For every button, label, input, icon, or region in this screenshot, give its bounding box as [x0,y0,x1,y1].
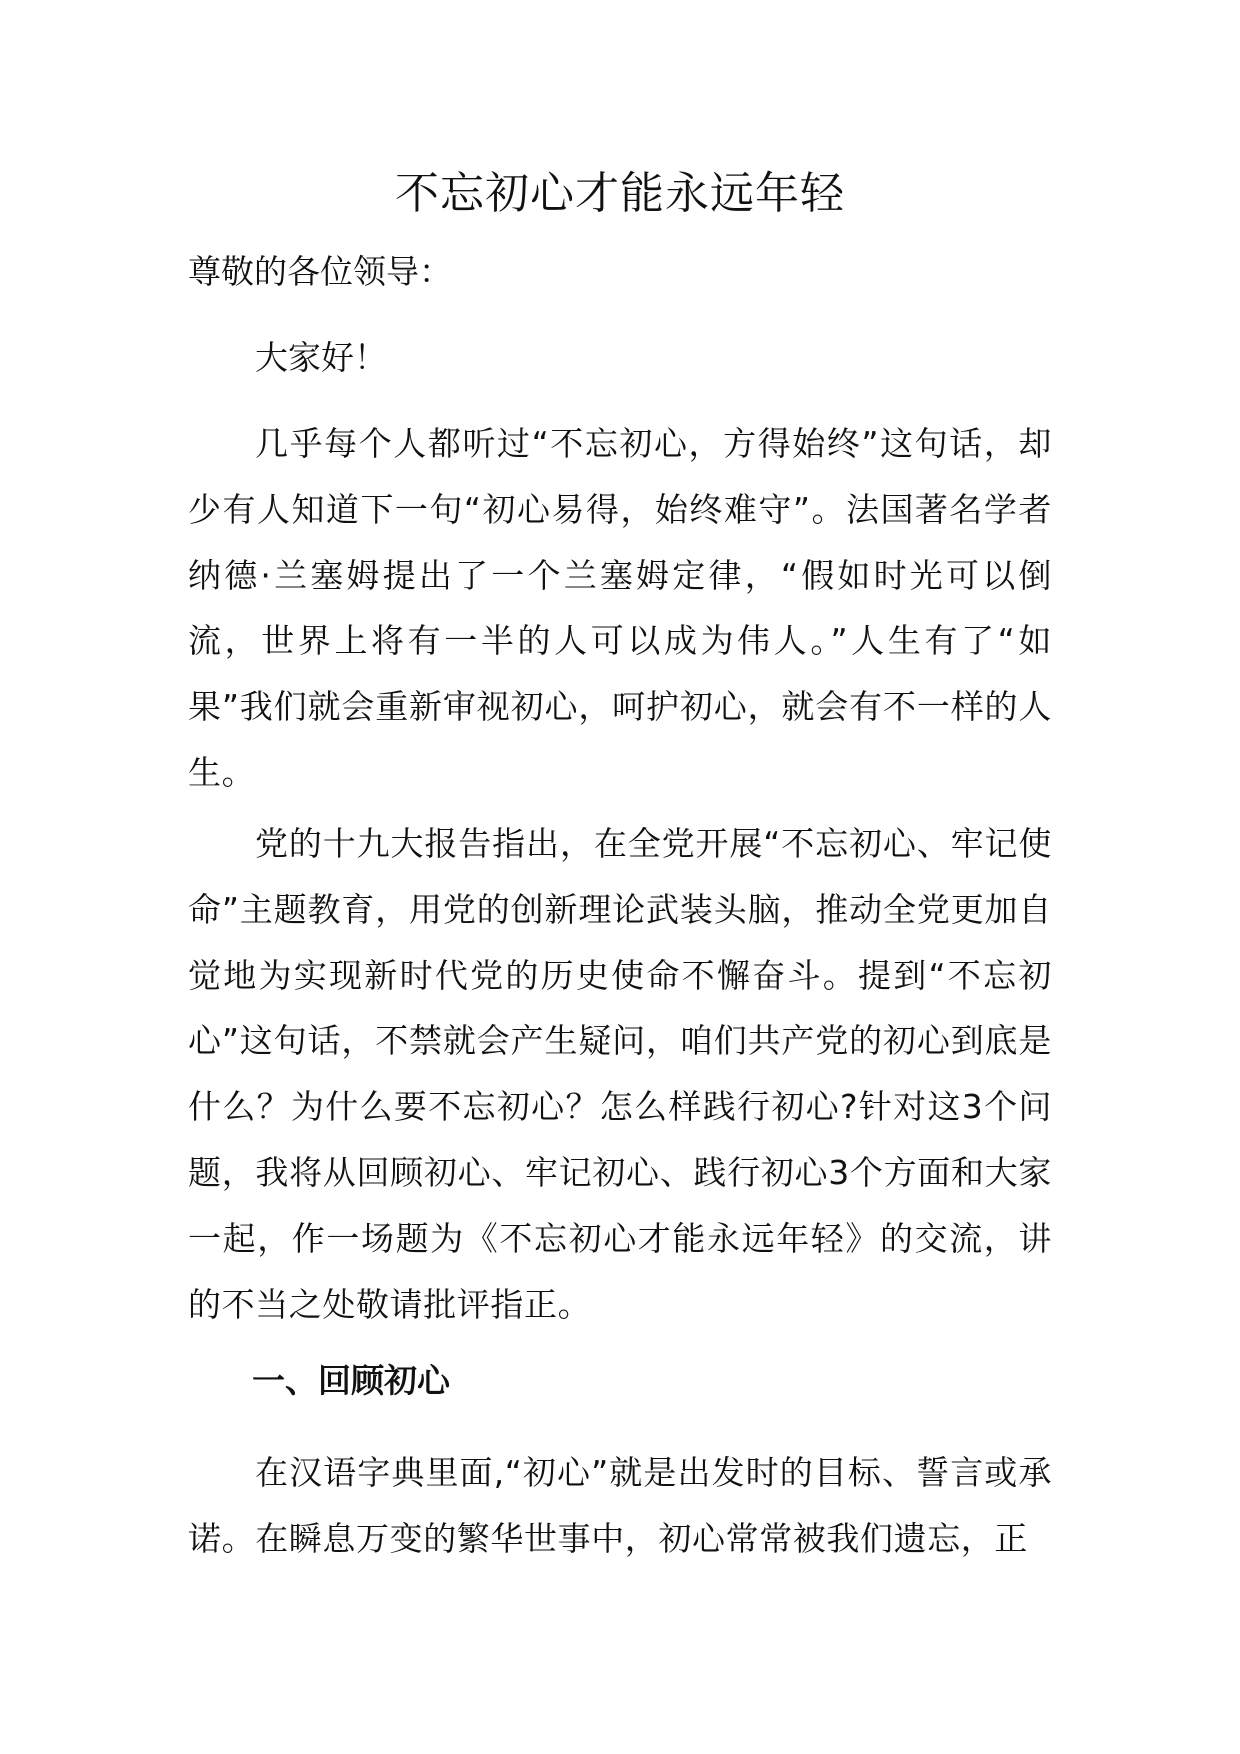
section-heading: 一、回顾初心 [252,1361,450,1400]
intro-paragraph: 几乎每个人都听过“不忘初心，方得始终”这句话，却少有人知道下一句“初心易得，始终难守”。法国著名学者纳德·兰塞姆提出了一个兰塞姆定律，“假如时光可以倒流，世界上将有一半的人可以成为伟人。”人生有了“如果”我们就会重新审视初心，呵护初心，就会有不一样的人生。 [188,424,1052,792]
context-paragraph: 党的十九大报告指出，在全党开展“不忘初心、牢记使命”主题教育，用党的创新理论武装头脑，推动全党更加自觉地为实现新时代党的历史使命不懈奋斗。提到“不忘初心”这句话，不禁就会产生疑问，咱们共产党的初心到底是什么？为什么要不忘初心？怎么样践行初心?针对这3个问题，我将从回顾初心、牢记初心、践行初心3个方面和大家一起，作一场题为《不忘初心才能永远年轻》的交流，讲的不当之处敬请批评指正。 [188,824,1052,1324]
greeting: 大家好！ [255,338,387,377]
salutation: 尊敬的各位领导： [188,252,452,291]
document-title: 不忘初心才能永远年轻 [395,168,845,219]
section-paragraph: 在汉语字典里面,“初心”就是出发时的目标、誓言或承诺。在瞬息万变的繁华世事中，初心常常被我们遗忘，正 [188,1453,1052,1558]
